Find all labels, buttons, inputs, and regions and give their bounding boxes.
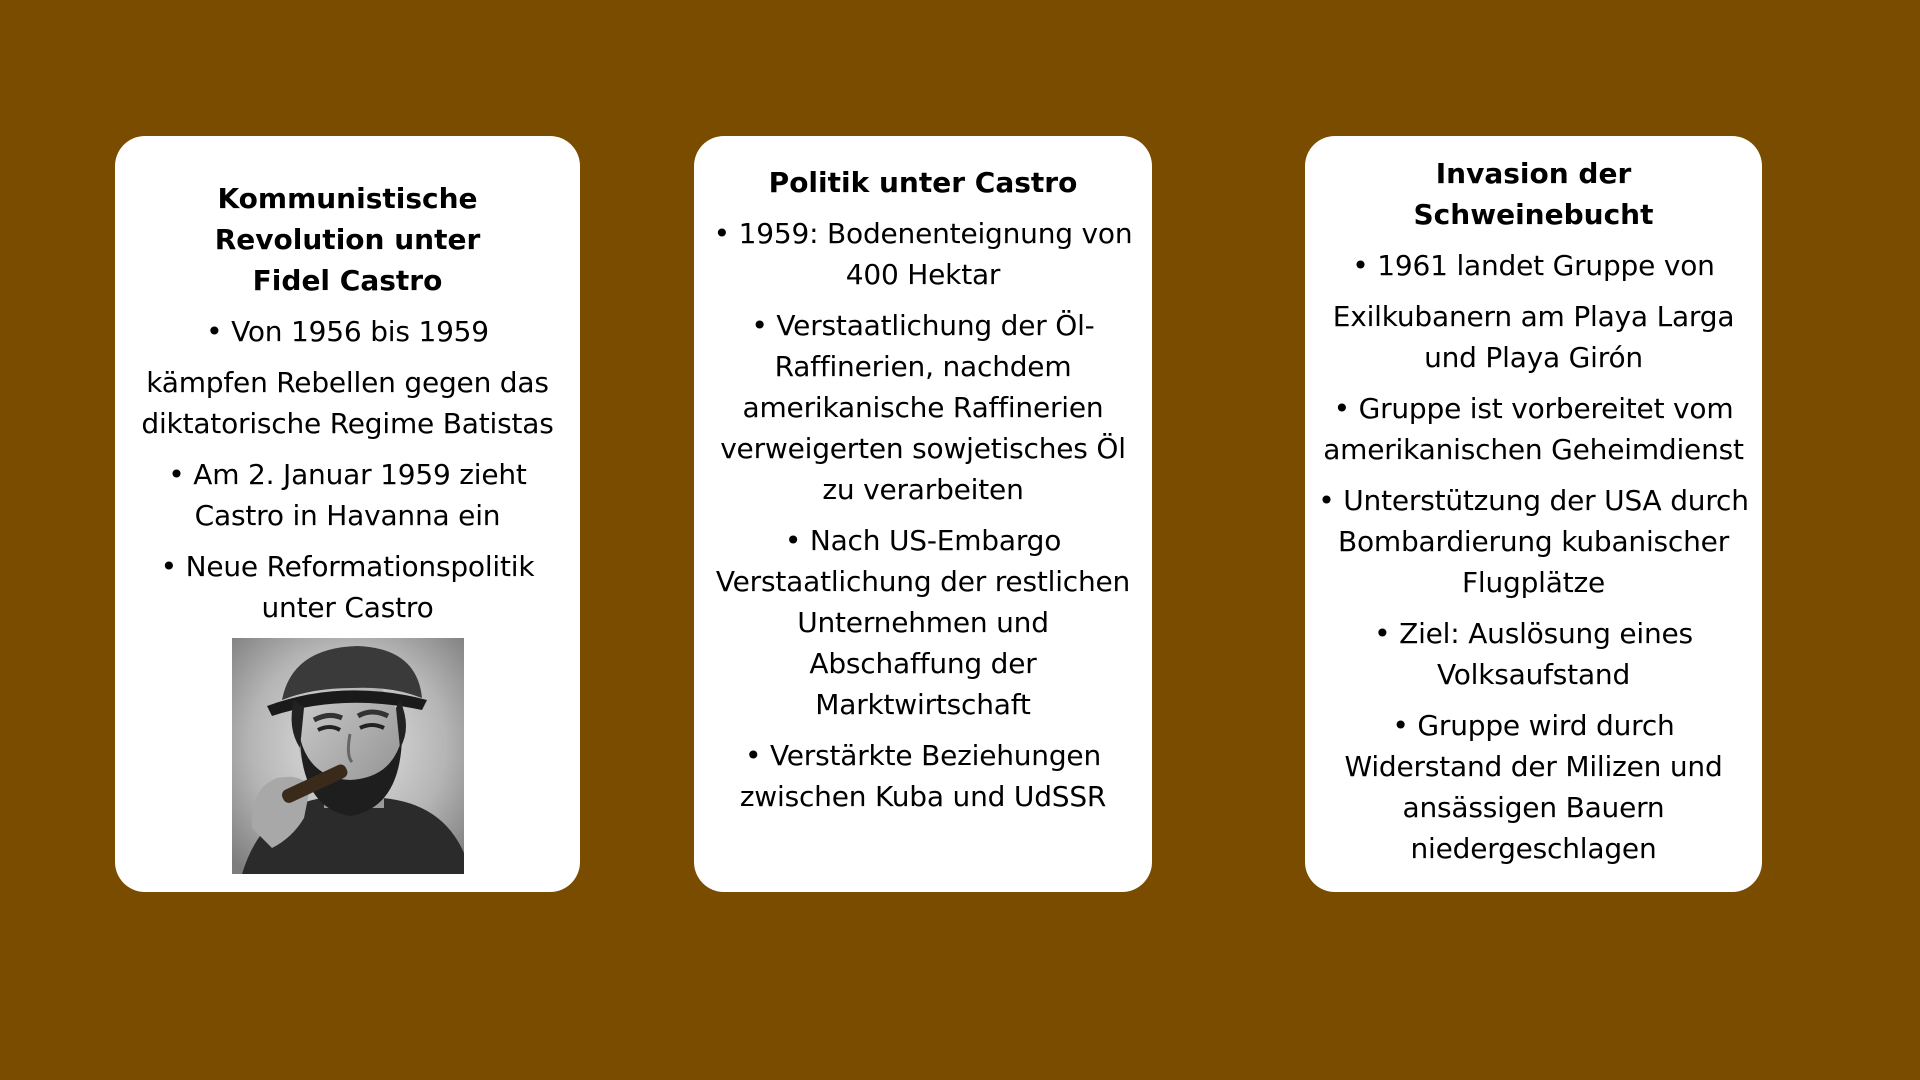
paragraph: • Am 2. Januar 1959 zieht Castro in Havanna ein — [168, 458, 527, 532]
paragraph: kämpfen Rebellen gegen das diktatorische Regime Batistas — [141, 366, 554, 440]
card-politik — [694, 136, 1152, 892]
paragraph: • Verstaatlichung der Öl-Raffinerien, nachdem amerikanische Raffinerien verweigerten sowjetisches Öl zu verarbeiten — [720, 309, 1126, 506]
card-title: Kommunistische Revolution unter Fidel Castro — [214, 182, 481, 297]
castro-portrait-image — [232, 638, 464, 874]
castro-photo — [232, 638, 464, 874]
card-title: Politik unter Castro — [768, 166, 1078, 199]
paragraph: • Gruppe ist vorbereitet vom amerikanischen Geheimdienst — [1323, 392, 1744, 466]
paragraph: • Gruppe wird durch Widerstand der Milizen und ansässigen Bauern niedergeschlagen — [1344, 709, 1723, 865]
paragraph: • Unterstützung der USA durch Bombardierung kubanischer Flugplätze — [1318, 484, 1749, 599]
card-title: Invasion der Schweinebucht — [1413, 157, 1654, 231]
paragraph: • 1959: Bodenenteignung von 400 Hektar — [713, 217, 1133, 291]
paragraph: • Ziel: Auslösung eines Volksaufstand — [1374, 617, 1693, 691]
paragraph: • Von 1956 bis 1959 — [206, 315, 489, 348]
card-revolution — [115, 136, 580, 892]
paragraph: • Nach US-Embargo Verstaatlichung der restlichen Unternehmen und Abschaffung der Marktwirtschaft — [715, 524, 1131, 721]
paragraph: • Verstärkte Beziehungen zwischen Kuba und UdSSR — [739, 739, 1107, 813]
paragraph: • 1961 landet Gruppe von — [1352, 249, 1715, 282]
paragraph: Exilkubanern am Playa Larga und Playa Girón — [1332, 300, 1735, 374]
card-schweinebucht — [1305, 136, 1762, 892]
paragraph: • Neue Reformationspolitik unter Castro — [160, 550, 535, 624]
